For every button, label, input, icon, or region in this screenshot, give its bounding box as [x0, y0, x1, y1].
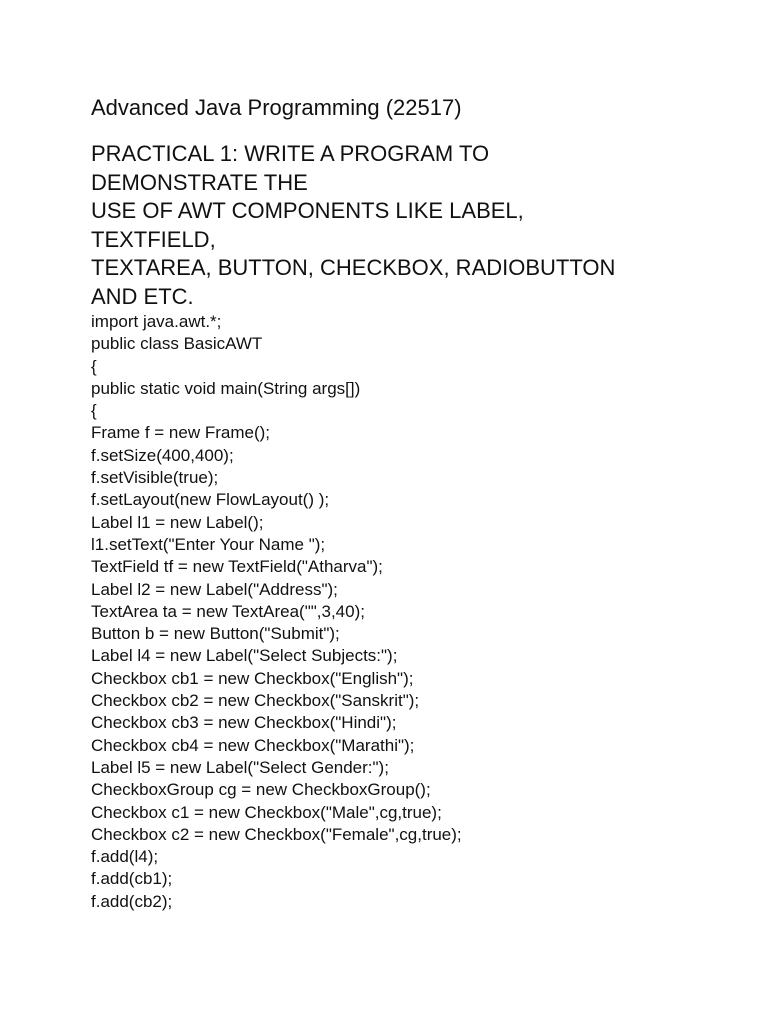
code-line: Label l1 = new Label();: [91, 512, 264, 532]
code-line: CheckboxGroup cg = new CheckboxGroup();: [91, 780, 431, 800]
code-line: import java.awt.*;: [91, 312, 222, 331]
practical-heading: [91, 140, 615, 311]
code-line: f.setSize(400,400);: [91, 445, 234, 465]
heading-line: TEXTFIELD,: [91, 226, 216, 252]
heading-line: TEXTAREA, BUTTON, CHECKBOX, RADIOBUTTON: [91, 255, 616, 280]
code-line: Button b = new Button("Submit");: [91, 624, 340, 644]
code-line: public static void main(String args[]): [91, 378, 361, 398]
code-line: Checkbox c1 = new Checkbox("Male",cg,true);: [91, 802, 442, 822]
heading-line: USE OF AWT COMPONENTS LIKE LABEL,: [91, 198, 524, 223]
heading-line: AND ETC.: [91, 283, 194, 309]
code-line: Checkbox cb3 = new Checkbox("Hindi");: [91, 713, 397, 733]
code-line: Label l4 = new Label("Select Subjects:");: [91, 646, 398, 666]
code-line: Checkbox cb2 = new Checkbox("Sanskrit");: [91, 691, 420, 711]
code-line: f.add(cb1);: [91, 869, 173, 889]
code-line: TextField tf = new TextField("Atharva");: [91, 557, 383, 577]
code-line: public class BasicAWT: [91, 334, 263, 354]
code-line: f.setLayout(new FlowLayout() );: [91, 490, 330, 510]
code-line: TextArea ta = new TextArea("",3,40);: [91, 601, 365, 621]
heading-line: DEMONSTRATE THE: [91, 169, 308, 195]
heading-line: PRACTICAL 1: WRITE A PROGRAM TO: [91, 141, 490, 166]
code-listing: [91, 311, 462, 913]
code-line: {: [91, 401, 97, 421]
code-line: Label l5 = new Label("Select Gender:");: [91, 757, 389, 777]
code-line: Checkbox cb1 = new Checkbox("English");: [91, 668, 414, 688]
code-line: Checkbox cb4 = new Checkbox("Marathi");: [91, 735, 415, 755]
document-title: Advanced Java Programming (22517): [91, 95, 462, 120]
code-line: Label l2 = new Label("Address");: [91, 579, 338, 599]
code-line: f.add(cb2);: [91, 891, 173, 911]
code-line: f.add(l4);: [91, 847, 159, 867]
code-line: Frame f = new Frame();: [91, 423, 271, 443]
code-line: f.setVisible(true);: [91, 468, 219, 488]
code-line: Checkbox c2 = new Checkbox("Female",cg,true);: [91, 824, 462, 844]
code-line: l1.setText("Enter Your Name ");: [91, 534, 326, 554]
code-line: {: [91, 356, 97, 376]
